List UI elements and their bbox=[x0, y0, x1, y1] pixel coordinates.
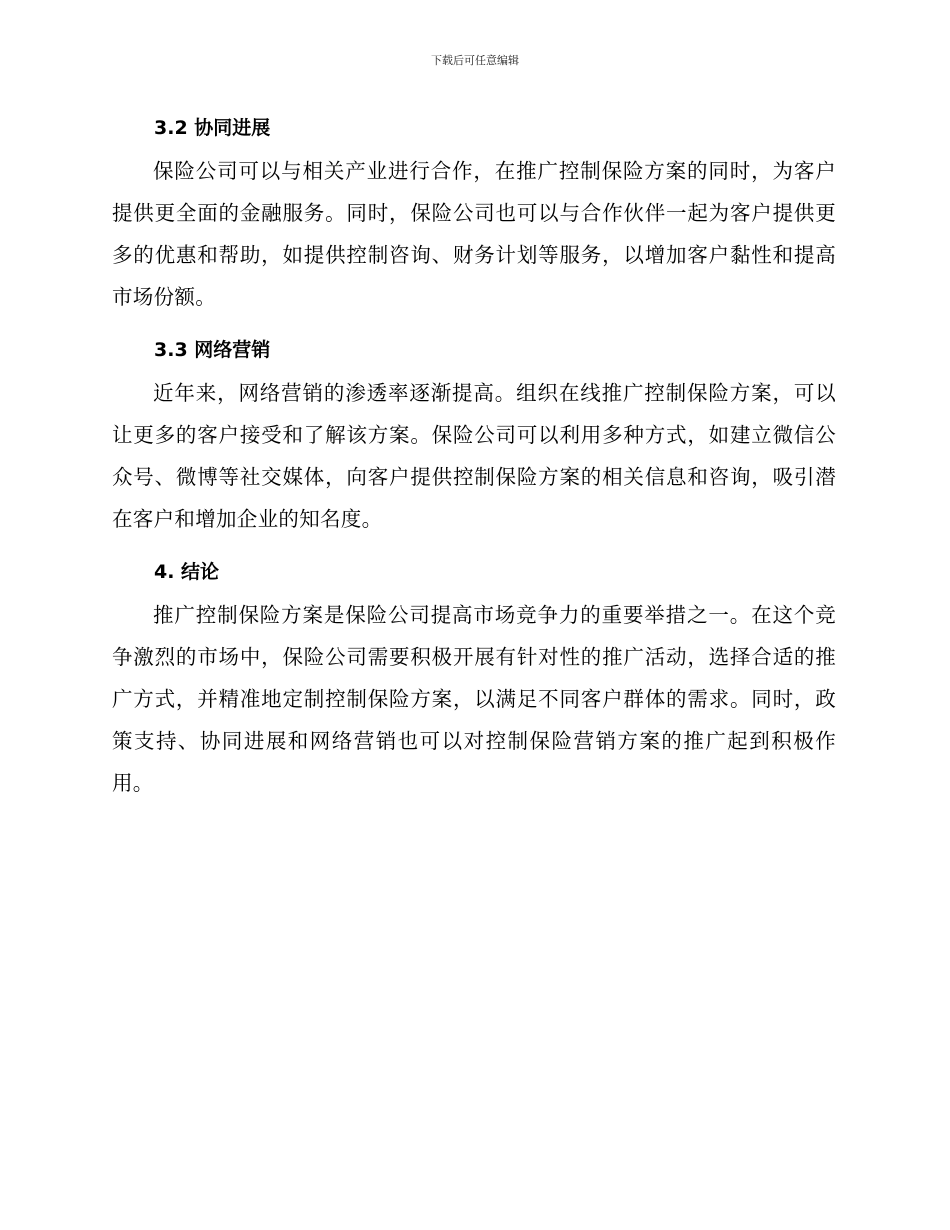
section-network-marketing bbox=[112, 330, 836, 540]
section-heading: 4. 结论 bbox=[154, 561, 220, 583]
section-collaboration bbox=[112, 108, 836, 318]
section-heading: 3.2 协同进展 bbox=[154, 117, 271, 139]
section-conclusion bbox=[112, 552, 836, 804]
document-body bbox=[112, 108, 836, 816]
section-heading: 3.3 网络营销 bbox=[154, 339, 271, 361]
section-paragraph: 保险公司可以与相关产业进行合作，在推广控制保险方案的同时，为客户提供更全面的金融服务。同时，保险公司也可以与合作伙伴一起为客户提供更多的优惠和帮助，如提供控制咨询、财务计划等服务，以增加客户黏性和提高市场份额。 bbox=[112, 159, 836, 309]
section-paragraph: 推广控制保险方案是保险公司提高市场竞争力的重要举措之一。在这个竞争激烈的市场中，保险公司需要积极开展有针对性的推广活动，选择合适的推广方式，并精准地定制控制保险方案，以满足不同客户群体的需求。同时，政策支持、协同进展和网络营销也可以对控制保险营销方案的推广起到积极作用。 bbox=[112, 603, 836, 795]
section-paragraph: 近年来，网络营销的渗透率逐渐提高。组织在线推广控制保险方案，可以让更多的客户接受和了解该方案。保险公司可以利用多种方式，如建立微信公众号、微博等社交媒体，向客户提供控制保险方案的相关信息和咨询，吸引潜在客户和增加企业的知名度。 bbox=[112, 381, 836, 531]
page-header: 下载后可任意编辑 bbox=[431, 54, 519, 67]
